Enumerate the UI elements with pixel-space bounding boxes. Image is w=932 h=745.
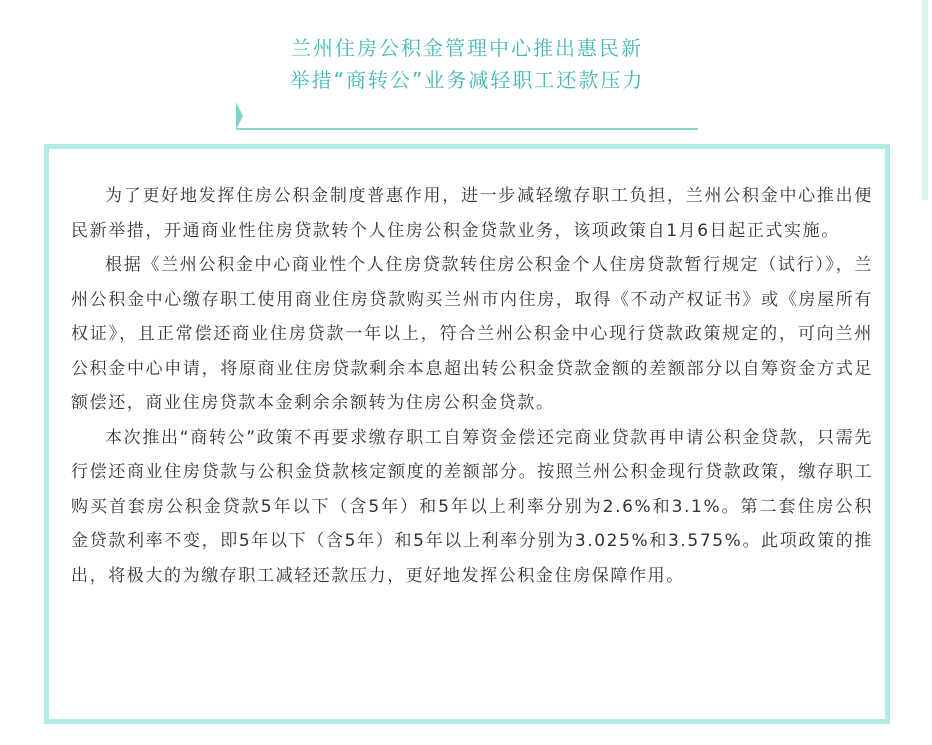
article-paragraph-3: 本次推出“商转公”政策不再要求缴存职工自筹资金偿还完商业贷款再申请公积金贷款，只需先行偿还商业住房贷款与公积金贷款核定额度的差额部分。按照兰州公积金现行贷款政策，缴存职工购买首套房公积金贷款5年以下（含5年）和5年以上利率分别为2.6%和3.1%。第二套住房公积金贷款利率不变，即5年以下（含5年）和5年以上利率分别为3.025%和3.575%。此项政策的推出，将极大的为缴存职工减轻还款压力，更好地发挥公积金住房保障作用。 — [71, 427, 873, 586]
article-title-line-1: 兰州住房公积金管理中心推出惠民新 — [291, 36, 643, 60]
article-body-box — [44, 144, 890, 724]
article-title-block — [236, 32, 698, 100]
right-edge-decoration — [922, 0, 928, 200]
title-underline — [236, 128, 698, 130]
article-paragraph-1: 为了更好地发挥住房公积金制度普惠作用，进一步减轻缴存职工负担，兰州公积金中心推出便民新举措，开通商业性住房贷款转个人住房公积金贷款业务，该项政策自1月6日起正式实施。 — [71, 186, 873, 241]
article-body — [71, 179, 873, 593]
article-paragraph-2: 根据《兰州公积金中心商业性个人住房贷款转住房公积金个人住房贷款暂行规定（试行）》，兰州公积金中心缴存职工使用商业住房贷款购买兰州市内住房，取得《不动产权证书》或《房屋所有权证》，且正常偿还商业住房贷款一年以上，符合兰州公积金中心现行贷款政策规定的，可向兰州公积金中心申请，将原商业住房贷款剩余本息超出转公积金贷款金额的差额部分以自筹资金方式足额偿还，商业住房贷款本金剩余余额转为住房公积金贷款。 — [71, 255, 873, 413]
title-marker-icon — [236, 102, 243, 130]
article-title-line-2: 举措“商转公”业务减轻职工还款压力 — [289, 68, 645, 92]
